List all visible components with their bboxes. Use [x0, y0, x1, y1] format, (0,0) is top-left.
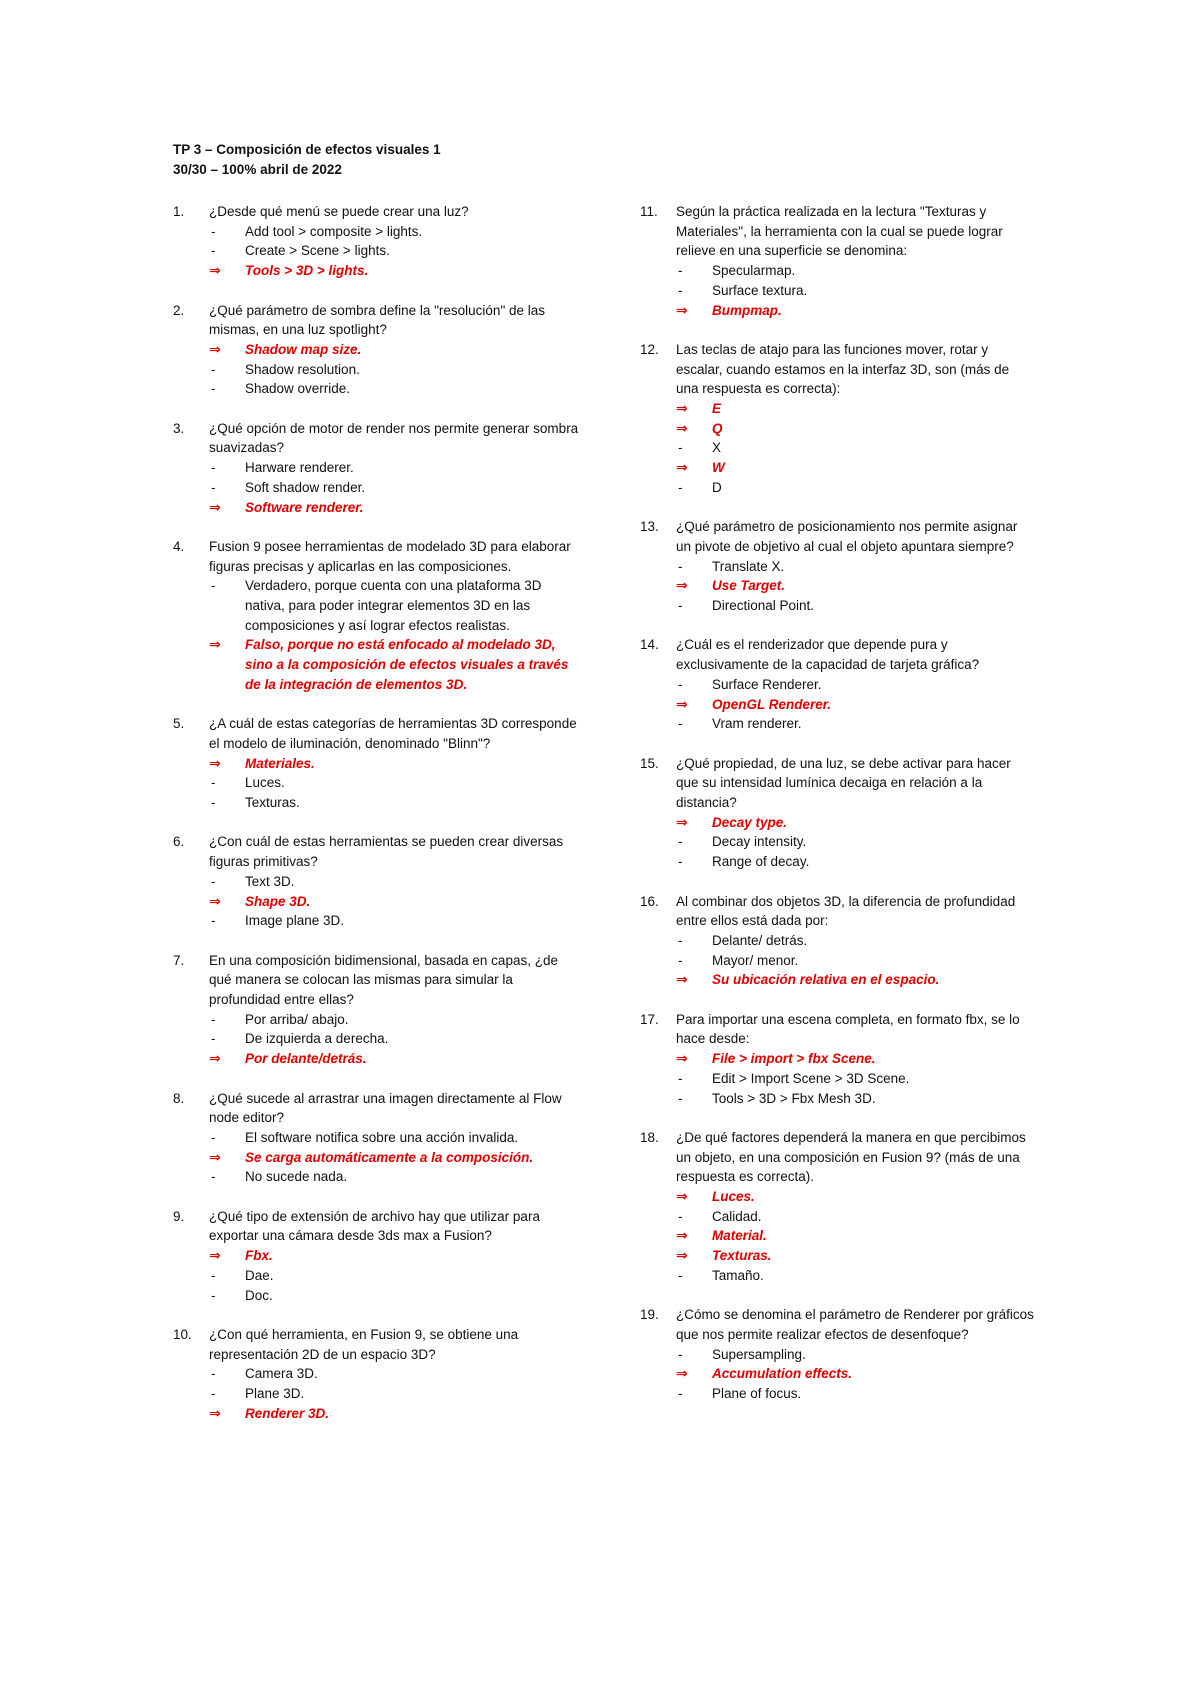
answer-option	[209, 1384, 583, 1404]
dash-bullet-icon: -	[678, 1346, 683, 1362]
question-text: Las teclas de atajo para las funciones mover, rotar y escalar, cuando estamos en la interfaz 3D, son (más de una respuesta es correcta):	[676, 341, 1010, 397]
answer-text: Material.	[712, 1228, 767, 1244]
question-number: 18.	[640, 1129, 659, 1145]
answer-option	[676, 1089, 1035, 1109]
score-date-line: 30/30 – 100% abril de 2022	[173, 162, 342, 177]
answer-text: X	[712, 440, 722, 456]
answer-option	[676, 438, 1035, 458]
question-item	[640, 340, 1035, 498]
answer-text: Dae.	[245, 1267, 274, 1283]
dash-bullet-icon: -	[211, 578, 216, 594]
answer-text: Shadow resolution.	[245, 361, 360, 377]
question-number: 17.	[640, 1011, 659, 1027]
arrow-icon: ⇒	[676, 1365, 688, 1382]
arrow-icon: ⇒	[676, 419, 688, 436]
question-text: ¿Qué opción de motor de render nos permite generar sombra suavizadas?	[209, 420, 579, 456]
dash-bullet-icon: -	[678, 282, 683, 298]
dash-bullet-icon: -	[678, 1090, 683, 1106]
answer-option-correct	[209, 498, 583, 518]
answer-text: Accumulation effects.	[712, 1366, 853, 1382]
answer-option	[676, 478, 1035, 498]
question-text: Fusion 9 posee herramientas de modelado 3D para elaborar figuras precisas y aplicarlas en las composiciones.	[209, 538, 571, 574]
arrow-icon: ⇒	[676, 1227, 688, 1244]
answer-text: Shadow map size.	[245, 341, 362, 357]
answer-option	[676, 557, 1035, 577]
question-number: 7.	[173, 952, 185, 968]
question-item	[640, 517, 1035, 616]
question-text: ¿Con qué herramienta, en Fusion 9, se obtiene una representación 2D de un espacio 3D?	[209, 1326, 519, 1362]
dash-bullet-icon: -	[678, 598, 683, 614]
arrow-icon: ⇒	[209, 754, 221, 771]
question-text: ¿Qué sucede al arrastrar una imagen directamente al Flow node editor?	[209, 1090, 562, 1126]
answer-option	[676, 931, 1035, 951]
question-number: 15.	[640, 755, 659, 771]
question-text: Según la práctica realizada en la lectura "Texturas y Materiales", la herramienta con la cual se puede lograr relieve en una superficie se denomina:	[676, 204, 1003, 259]
question-number: 2.	[173, 302, 185, 318]
question-item	[173, 202, 583, 281]
question-item	[640, 635, 1035, 734]
answer-text: Directional Point.	[712, 598, 815, 614]
dash-bullet-icon: -	[211, 1267, 216, 1283]
answer-text: Renderer 3D.	[245, 1405, 330, 1421]
answer-text: Su ubicación relativa en el espacio.	[712, 972, 940, 988]
answer-text: Vram renderer.	[712, 716, 802, 732]
answer-option	[676, 596, 1035, 616]
question-number: 8.	[173, 1090, 185, 1106]
answer-text: De izquierda a derecha.	[245, 1031, 389, 1047]
dash-bullet-icon: -	[678, 558, 683, 574]
dash-bullet-icon: -	[678, 834, 683, 850]
answer-option-correct	[676, 1364, 1035, 1384]
answer-text: Por delante/detrás.	[245, 1051, 367, 1067]
answer-option-correct	[676, 419, 1035, 439]
answer-option-correct	[676, 813, 1035, 833]
arrow-icon: ⇒	[209, 1404, 221, 1421]
answer-option-correct	[676, 970, 1035, 990]
question-item	[173, 1325, 583, 1424]
answer-option	[209, 911, 583, 931]
question-item	[640, 1128, 1035, 1286]
dash-bullet-icon: -	[678, 716, 683, 732]
dash-bullet-icon: -	[211, 1011, 216, 1027]
answer-option	[209, 222, 583, 242]
arrow-icon: ⇒	[209, 340, 221, 357]
answer-text: No sucede nada.	[245, 1169, 348, 1185]
answer-text: Text 3D.	[245, 873, 295, 889]
answer-text: Bumpmap.	[712, 302, 782, 318]
answer-text: Plane of focus.	[712, 1386, 802, 1402]
dash-bullet-icon: -	[211, 243, 216, 259]
questions-left-column	[173, 202, 583, 1443]
answer-text: OpenGL Renderer.	[712, 696, 832, 712]
question-text: ¿A cuál de estas categorías de herramientas 3D corresponde el modelo de iluminación, denominado "Blinn"?	[209, 716, 577, 751]
answer-option-correct	[209, 754, 583, 774]
question-number: 10.	[173, 1326, 192, 1342]
answer-option	[209, 241, 583, 261]
answer-text: Software renderer.	[245, 499, 364, 515]
question-text: ¿Desde qué menú se puede crear una luz?	[209, 204, 469, 219]
question-text: ¿Qué tipo de extensión de archivo hay que utilizar para exportar una cámara desde 3ds max a Fusion?	[209, 1208, 540, 1244]
dash-bullet-icon: -	[211, 361, 216, 377]
answer-option	[676, 951, 1035, 971]
dash-bullet-icon: -	[211, 1366, 216, 1382]
answer-text: Shadow override.	[245, 381, 351, 397]
question-item	[173, 1089, 583, 1188]
dash-bullet-icon: -	[678, 676, 683, 692]
arrow-icon: ⇒	[676, 459, 688, 476]
arrow-icon: ⇒	[209, 1148, 221, 1165]
answer-option-correct	[209, 1246, 583, 1266]
answer-text: D	[712, 479, 722, 495]
answer-option	[209, 458, 583, 478]
answer-option-correct	[209, 261, 583, 281]
answer-option	[209, 1364, 583, 1384]
answer-option	[676, 675, 1035, 695]
answer-option	[209, 793, 583, 813]
dash-bullet-icon: -	[678, 952, 683, 968]
answer-option	[676, 832, 1035, 852]
answer-text: Fbx.	[245, 1248, 273, 1264]
dash-bullet-icon: -	[211, 1129, 216, 1145]
answer-option-correct	[676, 399, 1035, 419]
answer-text: Soft shadow render.	[245, 479, 366, 495]
dash-bullet-icon: -	[678, 263, 683, 279]
answer-option	[676, 1345, 1035, 1365]
dash-bullet-icon: -	[211, 913, 216, 929]
answer-option-correct	[209, 1049, 583, 1069]
arrow-icon: ⇒	[209, 498, 221, 515]
answer-option	[209, 1167, 583, 1187]
question-item	[173, 537, 583, 695]
arrow-icon: ⇒	[676, 301, 688, 318]
answer-option-correct	[676, 1049, 1035, 1069]
dash-bullet-icon: -	[211, 1169, 216, 1185]
question-number: 3.	[173, 420, 185, 436]
question-number: 13.	[640, 519, 659, 535]
question-item	[640, 202, 1035, 320]
dash-bullet-icon: -	[211, 1386, 216, 1402]
answer-text: Translate X.	[712, 558, 785, 574]
answer-option-correct	[676, 1246, 1035, 1266]
question-number: 11.	[640, 204, 658, 219]
question-text: ¿De qué factores dependerá la manera en que percibimos un objeto, en una composición en Fusion 9? (más de una respuesta es correcta).	[676, 1129, 1026, 1185]
dash-bullet-icon: -	[211, 479, 216, 495]
answer-text: Tamaño.	[712, 1267, 764, 1283]
dash-bullet-icon: -	[678, 1267, 683, 1283]
answer-text: Image plane 3D.	[245, 913, 345, 929]
arrow-icon: ⇒	[209, 1247, 221, 1264]
answer-option-correct	[209, 1404, 583, 1424]
dash-bullet-icon: -	[211, 381, 216, 397]
answer-text: Calidad.	[712, 1208, 762, 1224]
question-text: Al combinar dos objetos 3D, la diferencia de profundidad entre ellos está dada por:	[676, 893, 1016, 929]
answer-option	[209, 1266, 583, 1286]
dash-bullet-icon: -	[678, 479, 683, 495]
answer-option	[209, 1286, 583, 1306]
arrow-icon: ⇒	[676, 695, 688, 712]
question-text: ¿Cuál es el renderizador que depende pura y exclusivamente de la capacidad de tarjeta gráfica?	[676, 637, 980, 673]
answer-option	[676, 714, 1035, 734]
answer-option-correct	[209, 892, 583, 912]
answer-option	[209, 576, 583, 635]
questions-right-column	[640, 202, 1035, 1423]
answer-text: Falso, porque no está enfocado al modelado 3D, sino a la composición de efectos visuales a través de la integración de elementos 3D.	[245, 637, 569, 692]
answer-text: Add tool > composite > lights.	[245, 223, 423, 239]
answer-text: Tools > 3D > Fbx Mesh 3D.	[712, 1090, 876, 1106]
answer-text: Verdadero, porque cuenta con una plataforma 3D nativa, para poder integrar elementos 3D en las composiciones y así lograr efectos realistas.	[245, 578, 542, 633]
document-header	[173, 140, 441, 180]
arrow-icon: ⇒	[209, 892, 221, 909]
answer-text: W	[712, 460, 725, 476]
dash-bullet-icon: -	[678, 1208, 683, 1224]
answer-text: File > import > fbx Scene.	[712, 1051, 876, 1067]
answer-option	[676, 1266, 1035, 1286]
dash-bullet-icon: -	[678, 440, 683, 456]
answer-text: Specularmap.	[712, 263, 796, 279]
answer-text: Por arriba/ abajo.	[245, 1011, 349, 1027]
question-item	[173, 832, 583, 931]
answer-option-correct	[676, 576, 1035, 596]
answer-option-correct	[676, 301, 1035, 321]
question-item	[640, 754, 1035, 872]
answer-text: E	[712, 401, 722, 417]
answer-option	[676, 1384, 1035, 1404]
document-title: TP 3 – Composición de efectos visuales 1	[173, 142, 441, 157]
dash-bullet-icon: -	[678, 854, 683, 870]
answer-text: Shape 3D.	[245, 893, 311, 909]
answer-text: Q	[712, 420, 723, 436]
answer-option	[209, 360, 583, 380]
question-item	[173, 419, 583, 518]
dash-bullet-icon: -	[211, 223, 216, 239]
answer-text: Surface textura.	[712, 282, 808, 298]
answer-text: Texturas.	[712, 1248, 772, 1264]
answer-text: Harware renderer.	[245, 460, 354, 476]
answer-text: Se carga automáticamente a la composición.	[245, 1149, 534, 1165]
arrow-icon: ⇒	[209, 636, 221, 653]
arrow-icon: ⇒	[676, 577, 688, 594]
arrow-icon: ⇒	[676, 1188, 688, 1205]
answer-option	[209, 1010, 583, 1030]
answer-text: Create > Scene > lights.	[245, 243, 390, 259]
question-number: 19.	[640, 1307, 659, 1323]
dash-bullet-icon: -	[678, 1070, 683, 1086]
answer-option	[209, 1128, 583, 1148]
question-text: ¿Qué parámetro de posicionamiento nos permite asignar un pivote de objetivo al cual el objeto apuntara siempre?	[676, 519, 1018, 554]
dash-bullet-icon: -	[211, 1031, 216, 1047]
question-number: 4.	[173, 538, 185, 554]
answer-text: El software notifica sobre una acción invalida.	[245, 1129, 519, 1145]
question-item	[173, 951, 583, 1069]
question-text: ¿Qué propiedad, de una luz, se debe activar para hacer que su intensidad lumínica decaiga en relación a la distancia?	[676, 755, 1011, 811]
answer-option-correct	[209, 635, 583, 694]
dash-bullet-icon: -	[211, 795, 216, 811]
question-text: En una composición bidimensional, basada en capas, ¿de qué manera se colocan las mismas para simular la profundidad entre ellas?	[209, 952, 558, 1008]
answer-text: Use Target.	[712, 578, 786, 594]
answer-text: Plane 3D.	[245, 1386, 305, 1402]
dash-bullet-icon: -	[678, 932, 683, 948]
answer-text: Tools > 3D > lights.	[245, 263, 369, 279]
arrow-icon: ⇒	[209, 1050, 221, 1067]
question-number: 1.	[173, 204, 185, 219]
question-number: 14.	[640, 637, 659, 653]
question-item	[640, 1010, 1035, 1109]
question-number: 9.	[173, 1208, 185, 1224]
question-text: ¿Con cuál de estas herramientas se pueden crear diversas figuras primitivas?	[209, 834, 564, 870]
arrow-icon: ⇒	[676, 1247, 688, 1264]
dash-bullet-icon: -	[678, 1386, 683, 1402]
answer-option-correct	[209, 1148, 583, 1168]
answer-text: Camera 3D.	[245, 1366, 318, 1382]
answer-option	[209, 478, 583, 498]
question-item	[173, 1207, 583, 1306]
arrow-icon: ⇒	[676, 813, 688, 830]
question-item	[640, 1305, 1035, 1404]
arrow-icon: ⇒	[676, 971, 688, 988]
answer-option	[209, 773, 583, 793]
question-item	[173, 301, 583, 400]
answer-option-correct	[209, 340, 583, 360]
question-number: 12.	[640, 341, 659, 357]
answer-option	[676, 261, 1035, 281]
answer-text: Luces.	[712, 1189, 755, 1205]
question-number: 5.	[173, 716, 185, 732]
answer-option-correct	[676, 1226, 1035, 1246]
answer-option	[676, 281, 1035, 301]
answer-text: Luces.	[245, 775, 285, 791]
arrow-icon: ⇒	[676, 400, 688, 417]
arrow-icon: ⇒	[676, 1050, 688, 1067]
answer-text: Doc.	[245, 1287, 273, 1303]
answer-option-correct	[676, 458, 1035, 478]
answer-option	[209, 1029, 583, 1049]
dash-bullet-icon: -	[211, 460, 216, 476]
answer-option	[676, 1207, 1035, 1227]
answer-option-correct	[676, 695, 1035, 715]
question-number: 6.	[173, 834, 185, 850]
answer-text: Materiales.	[245, 755, 315, 771]
answer-option	[676, 852, 1035, 872]
arrow-icon: ⇒	[209, 262, 221, 279]
answer-text: Supersampling.	[712, 1346, 806, 1362]
question-text: ¿Cómo se denomina el parámetro de Renderer por gráficos que nos permite realizar efectos de desenfoque?	[676, 1307, 1034, 1342]
answer-text: Decay type.	[712, 814, 788, 830]
question-item	[173, 714, 583, 813]
answer-text: Range of decay.	[712, 854, 810, 870]
answer-option	[209, 872, 583, 892]
answer-text: Decay intensity.	[712, 834, 807, 850]
question-item	[640, 892, 1035, 991]
dash-bullet-icon: -	[211, 873, 216, 889]
answer-text: Surface Renderer.	[712, 676, 822, 692]
question-text: ¿Qué parámetro de sombra define la "resolución" de las mismas, en una luz spotlight?	[209, 302, 546, 338]
dash-bullet-icon: -	[211, 775, 216, 791]
answer-text: Edit > Import Scene > 3D Scene.	[712, 1070, 910, 1086]
answer-text: Mayor/ menor.	[712, 952, 799, 968]
answer-text: Delante/ detrás.	[712, 932, 808, 948]
answer-option	[209, 379, 583, 399]
answer-option-correct	[676, 1187, 1035, 1207]
answer-option	[676, 1069, 1035, 1089]
dash-bullet-icon: -	[211, 1287, 216, 1303]
question-number: 16.	[640, 893, 659, 909]
answer-text: Texturas.	[245, 795, 300, 811]
question-text: Para importar una escena completa, en formato fbx, se lo hace desde:	[676, 1011, 1020, 1047]
